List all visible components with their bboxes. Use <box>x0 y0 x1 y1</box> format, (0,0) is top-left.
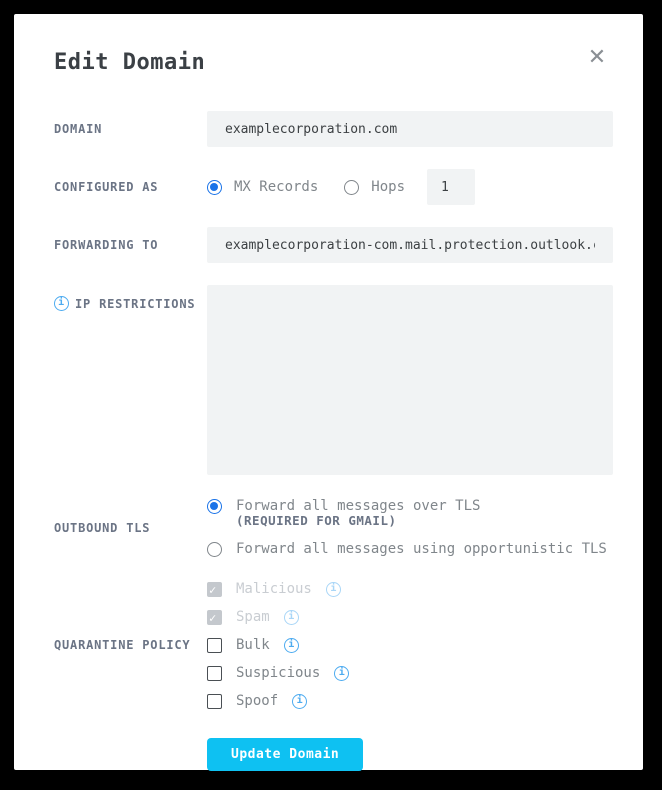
tls-required-radio[interactable] <box>207 499 222 514</box>
close-icon[interactable]: ✕ <box>585 46 609 70</box>
tls-required-option-group <box>207 497 613 530</box>
quarantine-option-suspicious[interactable] <box>207 664 613 682</box>
ip-restrictions-textarea[interactable] <box>207 285 613 475</box>
dialog-header <box>54 44 613 75</box>
ip-restrictions-label: IP RESTRICTIONS <box>75 296 196 311</box>
suspicious-info-icon[interactable]: i <box>334 666 349 681</box>
quarantine-option-bulk[interactable] <box>207 636 613 654</box>
domain-label: DOMAIN <box>54 122 103 136</box>
suspicious-label: Suspicious <box>236 665 321 681</box>
tls-opportunistic-option[interactable] <box>207 540 613 558</box>
update-domain-button[interactable]: Update Domain <box>207 738 363 771</box>
hops-count-input[interactable] <box>427 169 475 205</box>
malicious-checkbox <box>207 582 222 597</box>
domain-row <box>54 111 613 147</box>
quarantine-policy-label: QUARANTINE POLICY <box>54 638 191 652</box>
spoof-label: Spoof <box>236 693 279 709</box>
malicious-label: Malicious <box>236 581 312 597</box>
outbound-tls-label: OUTBOUND TLS <box>54 520 151 535</box>
malicious-info-icon[interactable]: i <box>326 582 341 597</box>
mx-records-radio[interactable] <box>207 180 222 195</box>
hops-radio[interactable] <box>344 180 359 195</box>
configured-as-row <box>54 169 613 205</box>
bulk-checkbox[interactable] <box>207 638 222 653</box>
forwarding-to-input[interactable] <box>207 227 613 263</box>
bulk-info-icon[interactable]: i <box>284 638 299 653</box>
ip-restrictions-row <box>54 285 613 475</box>
ip-restrictions-info-icon[interactable]: i <box>54 296 69 311</box>
hops-option[interactable] <box>344 179 405 195</box>
tls-opportunistic-label: Forward all messages using opportunistic TLS <box>236 541 607 557</box>
quarantine-policy-row <box>54 580 613 710</box>
spam-label: Spam <box>236 609 270 625</box>
outbound-tls-row <box>54 497 613 558</box>
spoof-checkbox[interactable] <box>207 694 222 709</box>
quarantine-option-spam <box>207 608 613 626</box>
dialog-actions <box>207 738 613 771</box>
ip-restrictions-label-group <box>54 285 207 311</box>
mx-records-label: MX Records <box>234 179 319 195</box>
edit-domain-dialog <box>14 14 643 770</box>
tls-required-label: Forward all messages over TLS <box>236 498 481 514</box>
spam-checkbox <box>207 610 222 625</box>
spam-info-icon[interactable]: i <box>284 610 299 625</box>
forwarding-to-label: FORWARDING TO <box>54 238 159 252</box>
quarantine-option-spoof[interactable] <box>207 692 613 710</box>
domain-input[interactable] <box>207 111 613 147</box>
spoof-info-icon[interactable]: i <box>292 694 307 709</box>
dialog-title: Edit Domain <box>54 50 206 75</box>
bulk-label: Bulk <box>236 637 270 653</box>
forwarding-to-row <box>54 227 613 263</box>
mx-records-option[interactable] <box>207 179 318 195</box>
configured-as-label: CONFIGURED AS <box>54 180 159 194</box>
tls-required-note: (REQUIRED FOR GMAIL) <box>236 513 397 528</box>
tls-opportunistic-radio[interactable] <box>207 542 222 557</box>
hops-label: Hops <box>371 179 406 195</box>
suspicious-checkbox[interactable] <box>207 666 222 681</box>
quarantine-option-malicious <box>207 580 613 598</box>
